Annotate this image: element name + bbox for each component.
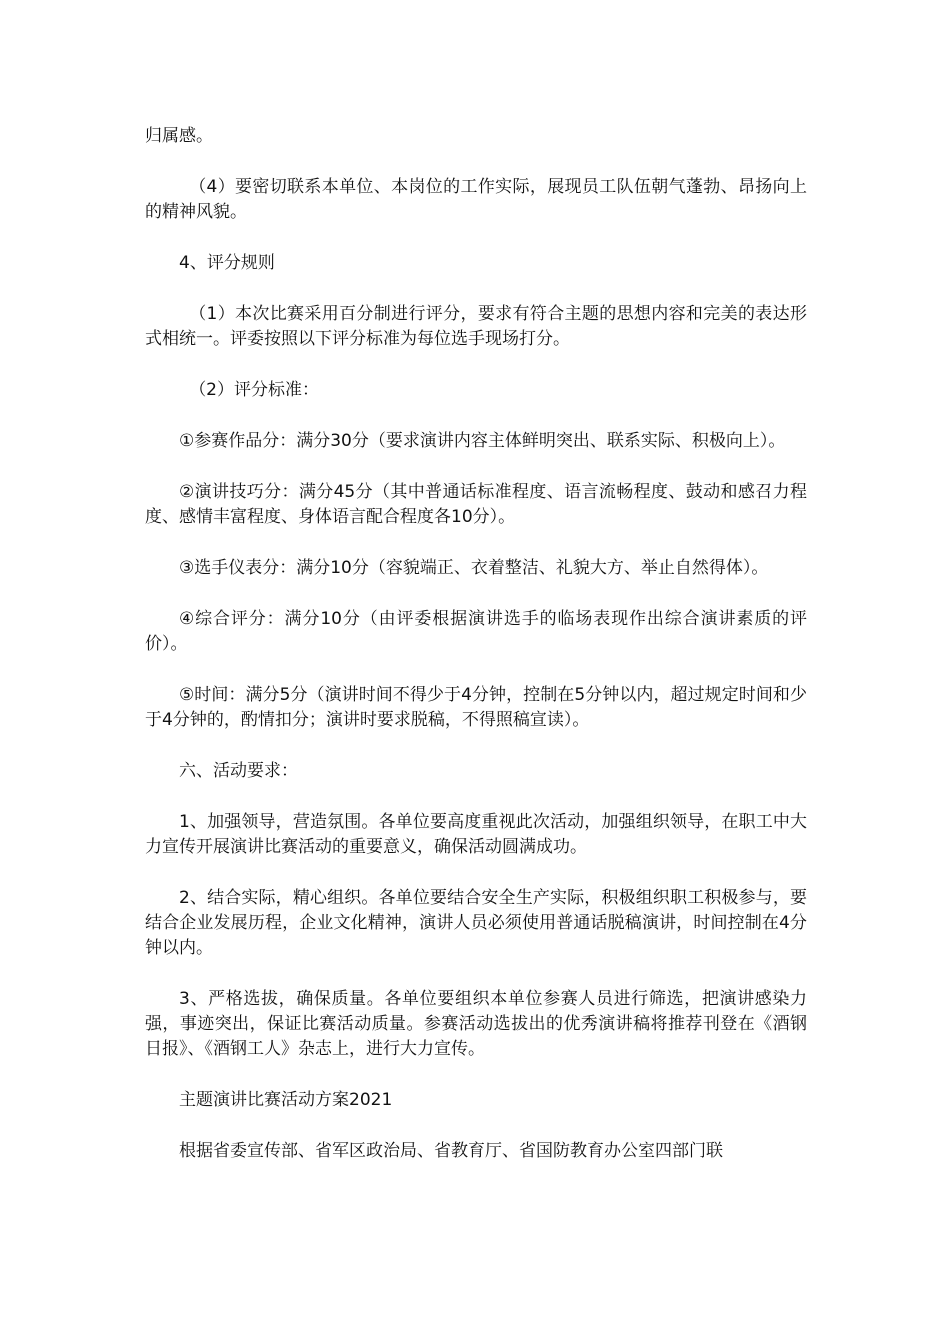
paragraph-requirement-organization: 2、结合实际，精心组织。各单位要结合安全生产实际，积极组织职工积极参与，要结合企业发展历程，企业文化精神，演讲人员必须使用普通话脱稿演讲，时间控制在4分钟以内。 bbox=[145, 888, 807, 958]
paragraph-criterion-2: ②演讲技巧分：满分45分（其中普通话标准程度、语言流畅程度、鼓动和感召力程度、感情丰富程度、身体语言配合程度各10分）。 bbox=[145, 482, 807, 527]
section-heading-activity-requirements: 六、活动要求： bbox=[179, 761, 298, 781]
paragraph-scoring-1: （1）本次比赛采用百分制进行评分，要求有符合主题的思想内容和完美的表达形式相统一。评委按照以下评分标准为每位选手现场打分。 bbox=[145, 304, 807, 349]
document-title-2021-plan: 主题演讲比赛活动方案2021 bbox=[179, 1090, 393, 1110]
document-body bbox=[145, 124, 807, 1190]
paragraph-criterion-5: ⑤时间：满分5分（演讲时间不得少于4分钟，控制在5分钟以内，超过规定时间和少于4分钟的，酌情扣分；演讲时要求脱稿，不得照稿宣读）。 bbox=[145, 685, 807, 730]
paragraph-requirement-leadership: 1、加强领导，营造氛围。各单位要高度重视此次活动，加强组织领导，在职工中大力宣传开展演讲比赛活动的重要意义，确保活动圆满成功。 bbox=[145, 812, 807, 857]
paragraph-continuation: 归属感。 bbox=[145, 126, 213, 146]
paragraph-plan-intro: 根据省委宣传部、省军区政治局、省教育厅、省国防教育办公室四部门联 bbox=[179, 1141, 723, 1161]
section-heading-scoring-rules: 4、评分规则 bbox=[179, 253, 275, 273]
paragraph-scoring-2: （2）评分标准： bbox=[189, 380, 320, 400]
paragraph-requirement-selection: 3、严格选拔，确保质量。各单位要组织本单位参赛人员进行筛选，把演讲感染力强，事迹突出，保证比赛活动质量。参赛活动选拔出的优秀演讲稿将推荐刊登在《酒钢日报》、《酒钢工人》杂志上，进行大力宣传。 bbox=[145, 989, 807, 1059]
paragraph-criterion-3: ③选手仪表分：满分10分（容貌端正、衣着整洁、礼貌大方、举止自然得体）。 bbox=[179, 558, 769, 578]
paragraph-criterion-1: ①参赛作品分：满分30分（要求演讲内容主体鲜明突出、联系实际、积极向上）。 bbox=[179, 431, 786, 451]
paragraph-criterion-4: ④综合评分：满分10分（由评委根据演讲选手的临场表现作出综合演讲素质的评价）。 bbox=[145, 609, 807, 654]
paragraph-requirement-4: （4）要密切联系本单位、本岗位的工作实际，展现员工队伍朝气蓬勃、昂扬向上的精神风貌。 bbox=[145, 177, 807, 222]
